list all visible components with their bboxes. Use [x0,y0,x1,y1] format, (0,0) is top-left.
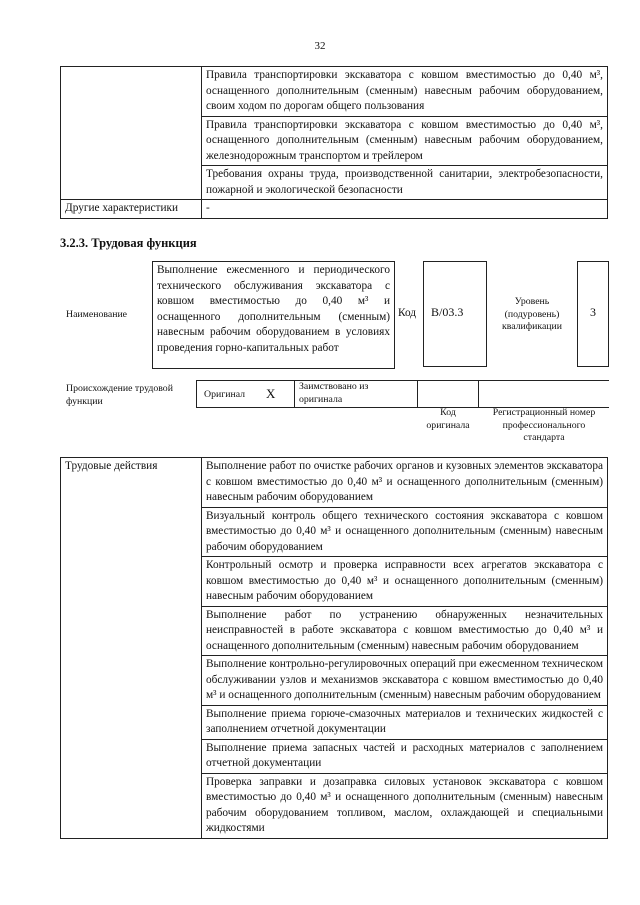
action-item: Выполнение работ по устранению обнаруженных незначительных неисправностей в работе экскаватора с ковшом вместимостью до 0,40 м³ и оснащенного дополнительным (сменным) навесным рабочим оборудованием [202,606,608,656]
code-label: Код [398,307,417,319]
actions-table [60,457,608,839]
table-cell: Правила транспортировки экскаватора с ковшом вместимостью до 0,40 м³, оснащенного дополнительным (сменным) навесным рабочим оборудованием, своим ходом по дорогам общего пользования [202,67,608,117]
row-label [61,67,202,200]
action-item: Проверка заправки и дозаправка силовых установок экскаватора с ковшом вместимостью до 0,40 м³ и оснащенного дополнительным (сменным) навесным рабочим оборудованием топливом, маслом, охлаждающей и специальными жидкостями [202,773,608,838]
section-title: 3.2.3. Трудовая функция [60,236,197,250]
origin-label: Происхождение трудовой функции [66,383,173,407]
page-number: 32 [314,40,326,52]
action-item: Выполнение работ по очистке рабочих органов и кузовных элементов экскаватора с ковшом вместимостью до 0,40 м³ и оснащенного дополнительным (сменным) навесным рабочим оборудованием [202,458,608,508]
level-value: 3 [590,305,596,319]
borrowed-label: Заимствовано из оригинала [299,381,369,405]
table-cell: Правила транспортировки экскаватора с ковшом вместимостью до 0,40 м³, оснащенного дополнительным (сменным) навесным рабочим оборудованием, железнодорожным транспортом и трейлером [202,116,608,166]
action-item: Выполнение приема горюче-смазочных материалов и технических жидкостей с заполнением отчетной документации [202,705,608,739]
reg-number-caption: Регистрационный номер профессионального стандарта [492,407,596,443]
name-label: Наименование [66,309,128,320]
code-value: B/03.3 [431,305,464,319]
table-row [61,458,608,508]
level-box [577,261,609,367]
table-row [61,200,608,219]
action-item: Контрольный осмотр и проверка исправности всех агрегатов экскаватора с ковшом вместимостью до 0,40 м³ и оснащенного дополнительным (сменным) навесным рабочим оборудованием [202,557,608,607]
function-name: Выполнение ежесменного и периодического технического обслуживания экскаватора с ковшом вместимостью до 0,40 м³ и оснащенного дополнительным (сменным) навесным рабочим оборудованием в условиях проведения горно-капитальных работ [152,261,395,369]
original-label: Оригинал [204,389,246,400]
action-item: Выполнение приема запасных частей и расходных материалов с заполнением отчетной документации [202,739,608,773]
original-mark: X [266,386,276,401]
code-box [423,261,487,367]
actions-label: Трудовые действия [61,458,202,839]
row-label: Другие характеристики [61,200,202,219]
table-cell: Требования охраны труда, производственной санитарии, электробезопасности, пожарной и экологической безопасности [202,166,608,200]
table-row [61,67,608,117]
action-item: Выполнение контрольно-регулировочных операций при ежесменном техническом обслуживании узлов и механизмов экскаватора с ковшом вместимостью до 0,40 м³ и оснащенного дополнительным (сменным) навесным рабочим оборудованием [202,656,608,706]
action-item: Визуальный контроль общего технического состояния экскаватора с ковшом вместимостью до 0,40 м³ и оснащенного дополнительным (сменным) навесным рабочим оборудованием [202,507,608,557]
level-label: Уровень (подуровень) квалификации [501,296,563,332]
code-original-caption: Код оригинала [426,407,470,431]
table-cell: - [202,200,608,219]
knowledge-table [60,66,608,219]
